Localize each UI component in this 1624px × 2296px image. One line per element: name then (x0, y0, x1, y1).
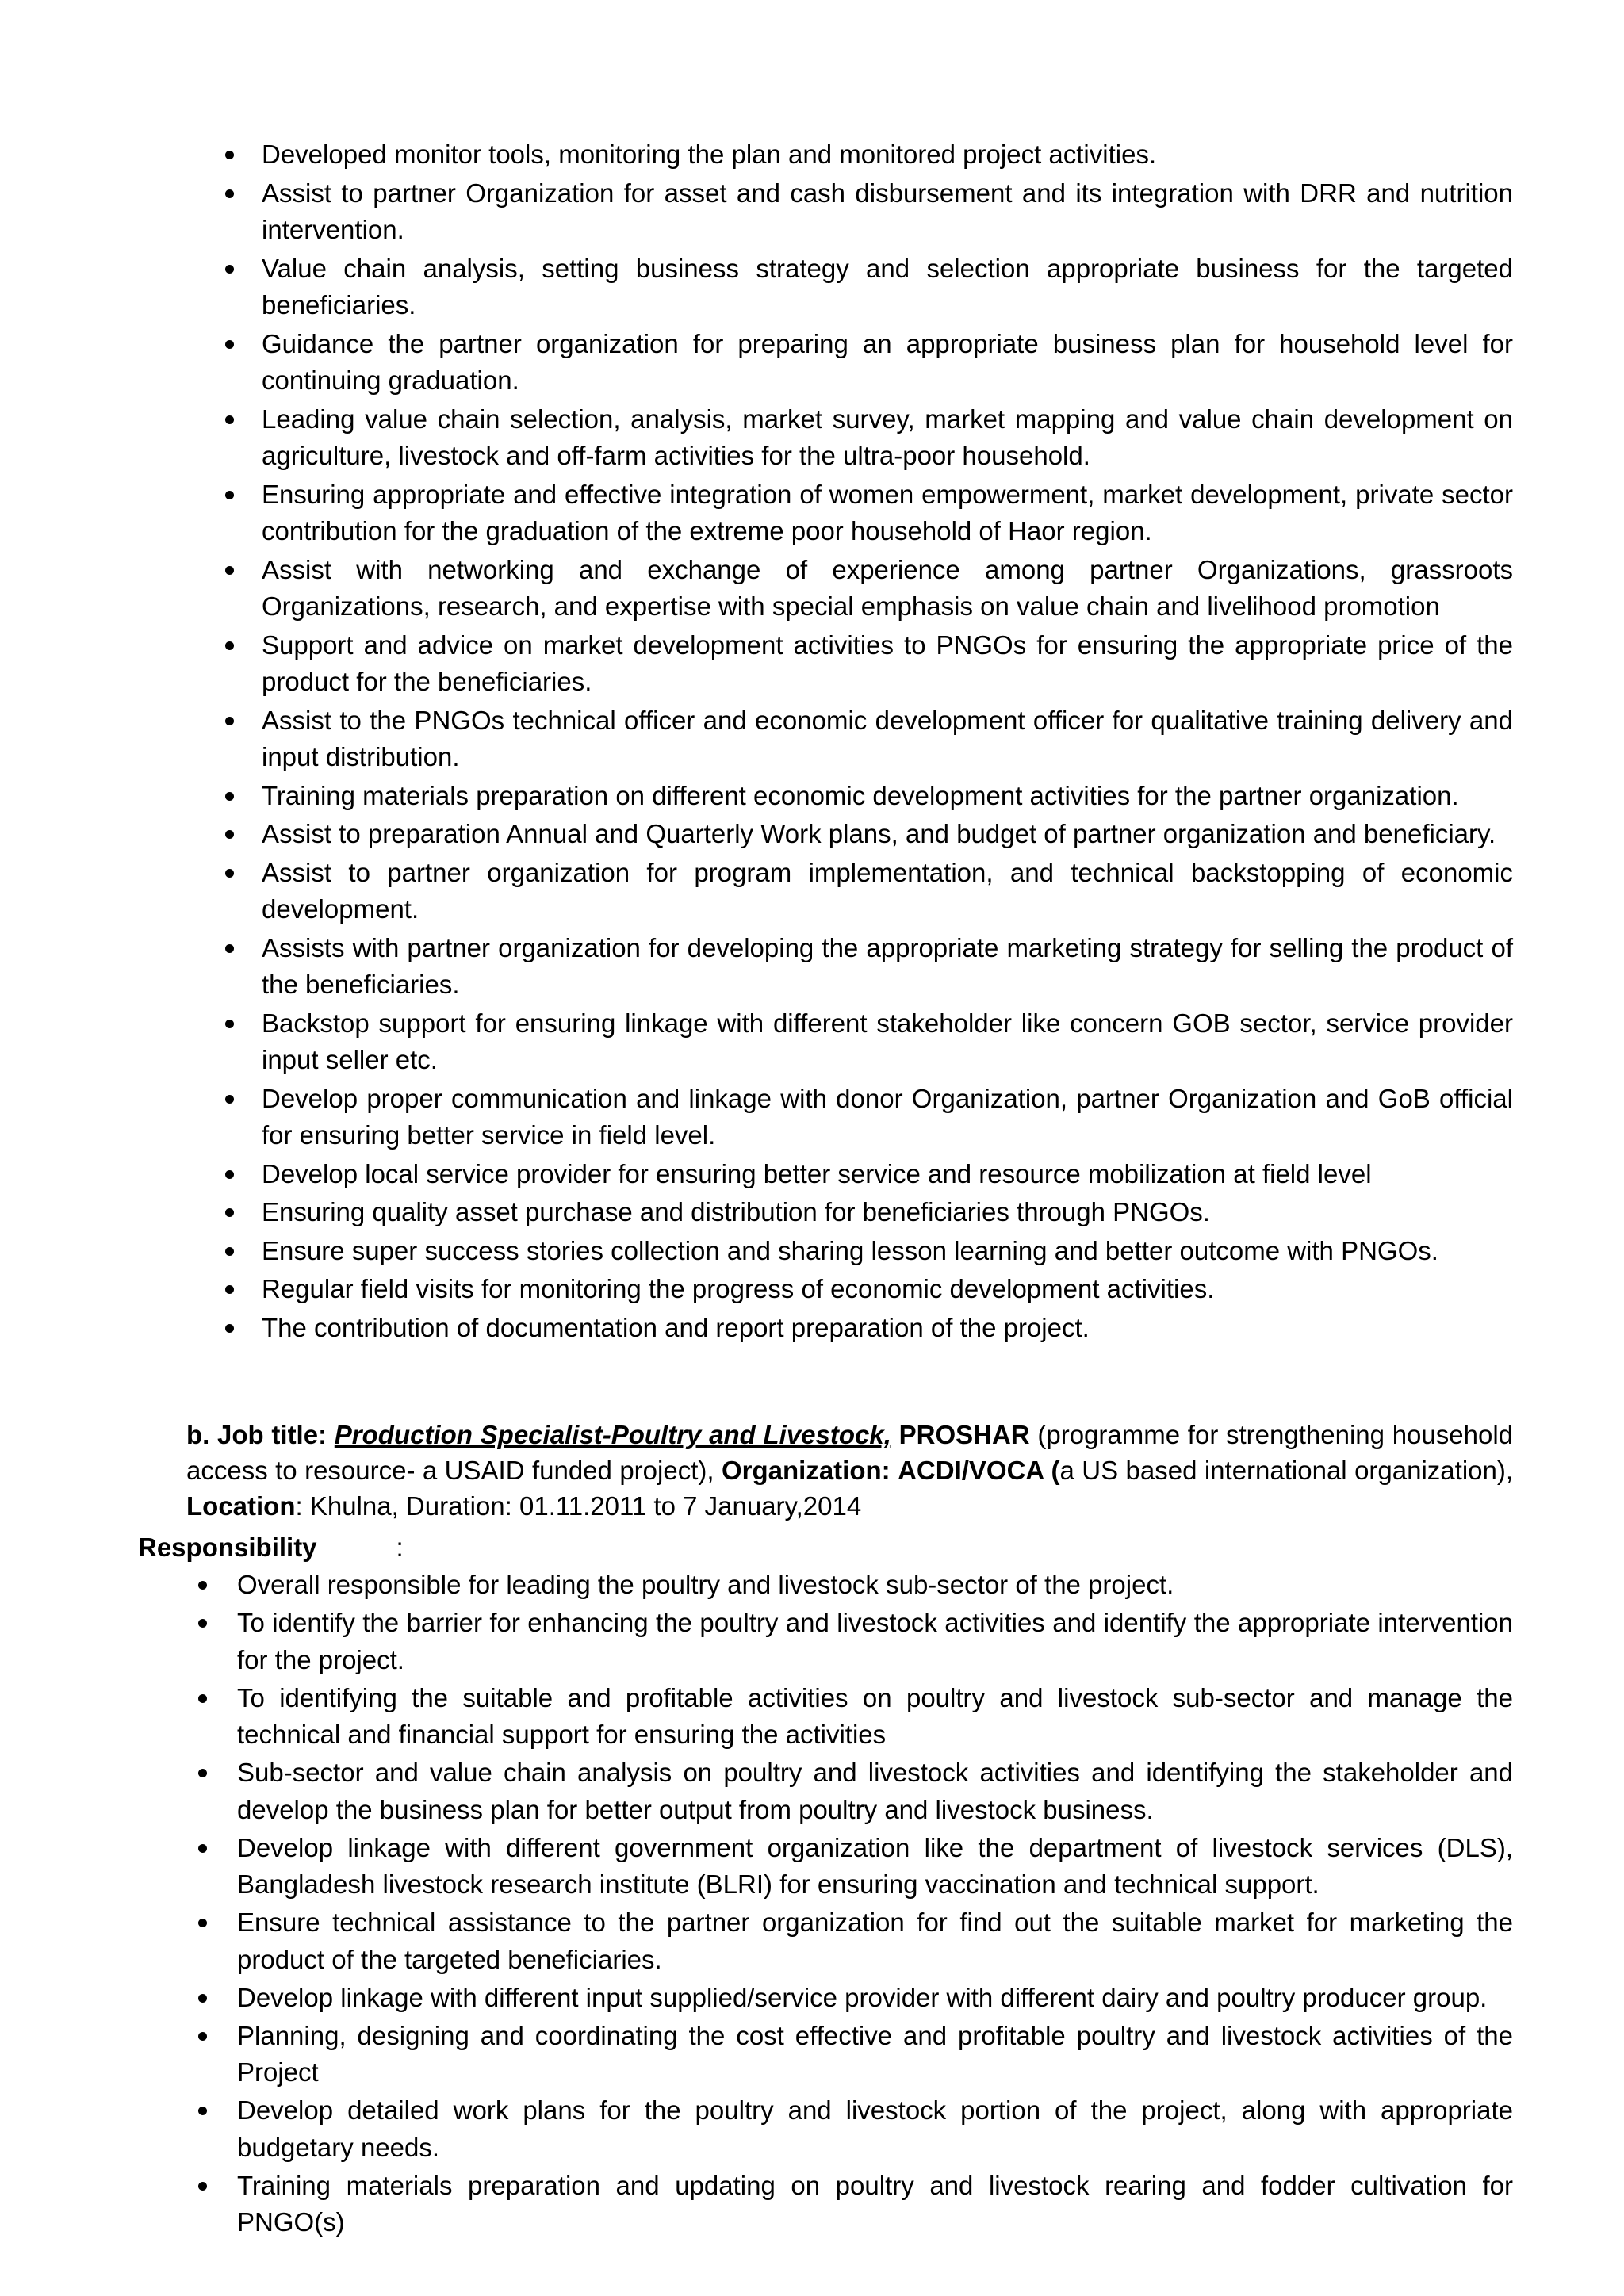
list-item: Assist with networking and exchange of experience among partner Organizations, grassroots Organizations, research, and expertise with special emphasis on value chain and livelihood promotion (262, 552, 1513, 626)
bullet-icon (225, 1170, 234, 1179)
responsibility-colon: : (396, 1533, 404, 1562)
list-item: Assists with partner organization for developing the appropriate marketing strategy for selling the product of the beneficiaries. (262, 930, 1513, 1004)
bullet-icon (198, 2032, 207, 2041)
list-item: Assist to partner Organization for asset and cash disbursement and its integration with DRR and nutrition intervention. (262, 175, 1513, 249)
bullet-icon (225, 641, 234, 650)
organization-label: Organization: (721, 1456, 891, 1485)
bullet-icon (225, 566, 234, 575)
list-item: Assist to partner organization for program implementation, and technical backstopping of economic development. (262, 855, 1513, 928)
section-a-bullet-list (262, 136, 1513, 1348)
list-item: Regular field visits for monitoring the progress of economic development activities. (262, 1271, 1513, 1308)
list-item: Develop proper communication and linkage with donor Organization, partner Organization and GoB official for ensuring better service in field level. (262, 1081, 1513, 1154)
bullet-icon (225, 1324, 234, 1333)
section-b-bullet-list (237, 1567, 1513, 2242)
list-item: Ensure super success stories collection and sharing lesson learning and better outcome with PNGOs. (262, 1233, 1513, 1270)
list-item: Overall responsible for leading the poultry and livestock sub-sector of the project. (237, 1567, 1513, 1604)
responsibility-heading (138, 1529, 404, 1565)
project-description: (programme for strengthening household access to resource- a USAID funded project), (186, 1420, 1514, 1485)
organization-name: ACDI/VOCA ( (898, 1456, 1060, 1485)
list-item: Guidance the partner organization for preparing an appropriate business plan for household level for continuing graduation. (262, 326, 1513, 400)
organization-description: a US based international organization), (1059, 1456, 1514, 1485)
list-item: Ensure technical assistance to the partner organization for find out the suitable market for marketing the product of the targeted beneficiaries. (237, 1904, 1513, 1978)
list-item: To identifying the suitable and profitable activities on poultry and livestock sub-sector and manage the technical and financial support for ensuring the activities (237, 1680, 1513, 1754)
bullet-icon (198, 1994, 207, 2003)
bullet-icon (225, 491, 234, 499)
bullet-icon (198, 2182, 207, 2191)
bullet-icon (198, 1769, 207, 1777)
bullet-icon (225, 1095, 234, 1104)
bullet-icon (198, 1844, 207, 1853)
bullet-icon (225, 265, 234, 274)
list-item: Value chain analysis, setting business strategy and selection appropriate business for the targeted beneficiaries. (262, 251, 1513, 324)
list-item: The contribution of documentation and report preparation of the project. (262, 1310, 1513, 1347)
list-item: Developed monitor tools, monitoring the plan and monitored project activities. (262, 136, 1513, 174)
list-item: To identify the barrier for enhancing the poultry and livestock activities and identify the appropriate intervention for the project. (237, 1605, 1513, 1678)
bullet-icon (225, 717, 234, 725)
list-item: Training materials preparation on different economic development activities for the partner organization. (262, 778, 1513, 815)
list-item: Support and advice on market development activities to PNGOs for ensuring the appropriate price of the product for the beneficiaries. (262, 627, 1513, 701)
list-item: Assist to the PNGOs technical officer and economic development officer for qualitative training delivery and input distribution. (262, 702, 1513, 776)
bullet-icon (225, 340, 234, 349)
bullet-icon (198, 1619, 207, 1628)
list-item: Ensuring appropriate and effective integration of women empowerment, market development, private sector contribution for the graduation of the extreme poor household of Haor region. (262, 476, 1513, 550)
bullet-icon (198, 1694, 207, 1703)
bullet-icon (225, 189, 234, 198)
bullet-icon (225, 415, 234, 424)
list-item: Leading value chain selection, analysis, market survey, market mapping and value chain development on agriculture, livestock and off-farm activities for the ultra-poor household. (262, 401, 1513, 475)
bullet-icon (198, 1919, 207, 1927)
list-item: Ensuring quality asset purchase and distribution for beneficiaries through PNGOs. (262, 1194, 1513, 1231)
bullet-icon (225, 869, 234, 878)
project-name: PROSHAR (898, 1420, 1030, 1449)
list-item: Backstop support for ensuring linkage with different stakeholder like concern GOB sector, service provider input seller etc. (262, 1005, 1513, 1079)
list-item: Sub-sector and value chain analysis on poultry and livestock activities and identifying the stakeholder and develop the business plan for better output from poultry and livestock business. (237, 1755, 1513, 1828)
list-item: Develop local service provider for ensuring better service and resource mobilization at field level (262, 1156, 1513, 1193)
list-item: Training materials preparation and updating on poultry and livestock rearing and fodder cultivation for PNGO(s) (237, 2168, 1513, 2241)
bullet-icon (225, 830, 234, 839)
bullet-icon (225, 1247, 234, 1256)
job-title: Production Specialist-Poultry and Livestock, (334, 1420, 891, 1449)
list-item: Develop linkage with different government organization like the department of livestock services (DLS), Bangladesh livestock research institute (BLRI) for ensuring vaccination and technical support. (237, 1830, 1513, 1904)
bullet-icon (225, 151, 234, 159)
bullet-icon (198, 1581, 207, 1590)
location-duration: : Khulna, Duration: 01.11.2011 to 7 January,2014 (295, 1491, 862, 1521)
list-item: Develop linkage with different input supplied/service provider with different dairy and poultry producer group. (237, 1980, 1513, 2017)
responsibility-label: Responsibility (138, 1533, 317, 1562)
location-label: Location (186, 1491, 296, 1521)
bullet-icon (225, 1208, 234, 1217)
bullet-icon (225, 1020, 234, 1028)
list-item: Develop detailed work plans for the poultry and livestock portion of the project, along with appropriate budgetary needs. (237, 2092, 1513, 2166)
job-title-prefix: b. Job title: (186, 1420, 327, 1449)
bullet-icon (198, 2107, 207, 2115)
bullet-icon (225, 1285, 234, 1294)
list-item: Assist to preparation Annual and Quarterly Work plans, and budget of partner organization and beneficiary. (262, 816, 1513, 853)
job-entry-b (186, 1417, 1513, 1524)
bullet-icon (225, 792, 234, 801)
list-item: Planning, designing and coordinating the cost effective and profitable poultry and livestock activities of the Project (237, 2018, 1513, 2091)
bullet-icon (225, 944, 234, 953)
